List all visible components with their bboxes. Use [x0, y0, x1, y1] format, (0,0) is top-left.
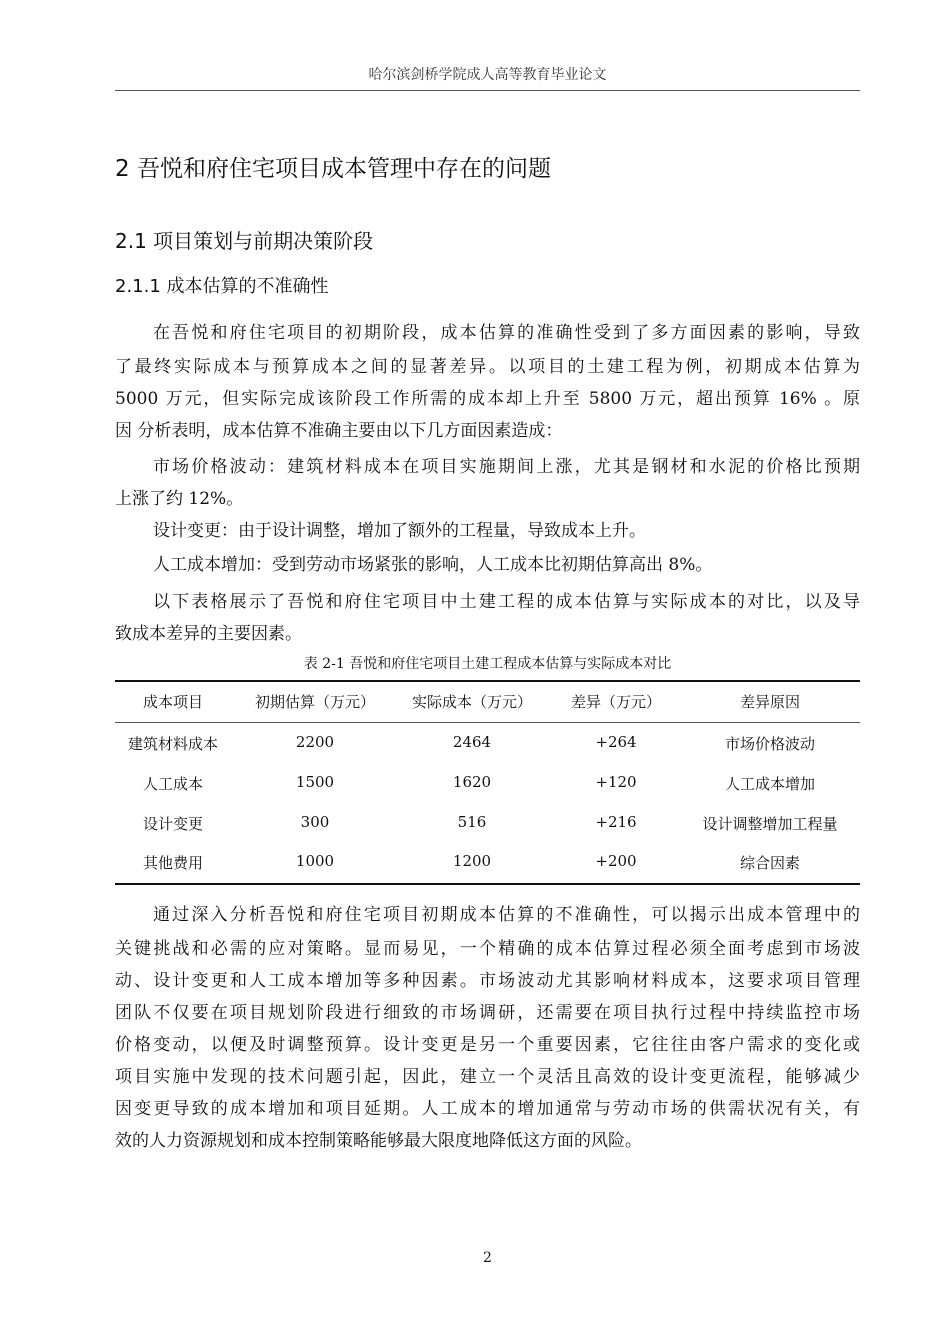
table-cell: +216: [595, 813, 637, 831]
table-cell: 1500: [295, 773, 335, 791]
table-cell: 建筑材料成本: [127, 735, 218, 753]
table-header-cell: 差异原因: [739, 693, 800, 711]
paragraph-line: 因变更导致的成本增加和项目延期。人工成本的增加通常与劳动市场的供需状况有关，有: [115, 1099, 860, 1119]
paragraph-line: 市场价格波动：建筑材料成本在项目实施期间上涨，尤其是钢材和水泥的价格比预期: [153, 457, 860, 477]
table-cell: 设计变更: [142, 815, 203, 833]
table-cell: 2200: [295, 733, 335, 751]
section-heading: 2.1 项目策划与前期决策阶段: [115, 229, 374, 253]
table-cell: 1620: [452, 773, 492, 791]
table-cell: +200: [595, 852, 637, 870]
paragraph-line: 价格变动，以便及时调整预算。设计变更是另一个重要因素，它往往由客户需求的变化或: [115, 1035, 860, 1055]
paragraph-line: 设计变更：由于设计调整，增加了额外的工程量，导致成本上升。: [153, 521, 646, 541]
running-header: 哈尔滨剑桥学院成人高等教育毕业论文: [368, 67, 607, 83]
table-cell: +120: [595, 773, 637, 791]
header-rule: [115, 90, 860, 91]
paragraph-line: 以下表格展示了吾悦和府住宅项目中土建工程的成本估算与实际成本的对比，以及导: [153, 592, 860, 612]
table-caption: 表 2-1 吾悦和府住宅项目土建工程成本估算与实际成本对比: [303, 656, 672, 672]
paragraph-line: 5000 万元，但实际完成该阶段工作所需的成本却上升至 5800 万元，超出预算 16% 。原: [115, 389, 860, 409]
table-cell: 300: [300, 813, 330, 831]
paragraph-line: 项目实施中发现的技术问题引起，因此，建立一个灵活且高效的设计变更流程，能够减少: [115, 1067, 860, 1087]
paragraph-line: 因 分析表明，成本估算不准确主要由以下几方面因素造成：: [115, 421, 563, 441]
table-header-cell: 成本项目: [142, 693, 203, 711]
table-cell: 综合因素: [739, 854, 800, 872]
table-cell: 2464: [452, 733, 492, 751]
table-cell: 设计调整增加工程量: [702, 815, 838, 833]
paragraph-line: 上涨了约 12%。: [115, 489, 244, 509]
table-header-cell: 实际成本（万元）: [411, 693, 532, 711]
paragraph-line: 团队不仅要在项目规划阶段进行细致的市场调研，还需要在项目执行过程中持续监控市场: [115, 1003, 860, 1023]
paragraph-line: 动、设计变更和人工成本增加等多种因素。市场波动尤其影响材料成本，这要求项目管理: [115, 971, 860, 991]
paragraph-line: 人工成本增加：受到劳动市场紧张的影响，人工成本比初期估算高出 8%。: [153, 555, 713, 575]
table-cell: 人工成本: [142, 775, 203, 793]
table-top-rule: [115, 680, 860, 682]
paragraph-line: 致成本差异的主要因素。: [115, 624, 302, 644]
table-cell: +264: [595, 733, 637, 751]
table-cell: 1000: [295, 852, 335, 870]
table-bottom-rule: [115, 883, 860, 885]
paragraph-line: 效的人力资源规划和成本控制策略能够最大限度地降低这方面的风险。: [115, 1131, 642, 1151]
table-cell: 人工成本增加: [724, 775, 815, 793]
paragraph-line: 关键挑战和必需的应对策略。显而易见，一个精确的成本估算过程必须全面考虑到市场波: [115, 939, 860, 959]
paragraph-line: 在吾悦和府住宅项目的初期阶段，成本估算的准确性受到了多方面因素的影响，导致: [153, 323, 860, 343]
table-header-rule: [115, 722, 860, 723]
table-header-cell: 差异（万元）: [570, 693, 661, 711]
paragraph-line: 了最终实际成本与预算成本之间的显著差异。以项目的土建工程为例，初期成本估算为: [115, 357, 860, 377]
chapter-heading: 2 吾悦和府住宅项目成本管理中存在的问题: [115, 156, 551, 182]
table-cell: 其他费用: [142, 854, 203, 872]
table-cell: 市场价格波动: [724, 735, 815, 753]
paragraph-line: 通过深入分析吾悦和府住宅项目初期成本估算的不准确性，可以揭示出成本管理中的: [153, 905, 860, 925]
table-header-cell: 初期估算（万元）: [254, 693, 375, 711]
page-number: 2: [483, 1250, 492, 1266]
subsection-heading: 2.1.1 成本估算的不准确性: [115, 276, 329, 297]
table-cell: 1200: [452, 852, 492, 870]
table-cell: 516: [457, 813, 487, 831]
